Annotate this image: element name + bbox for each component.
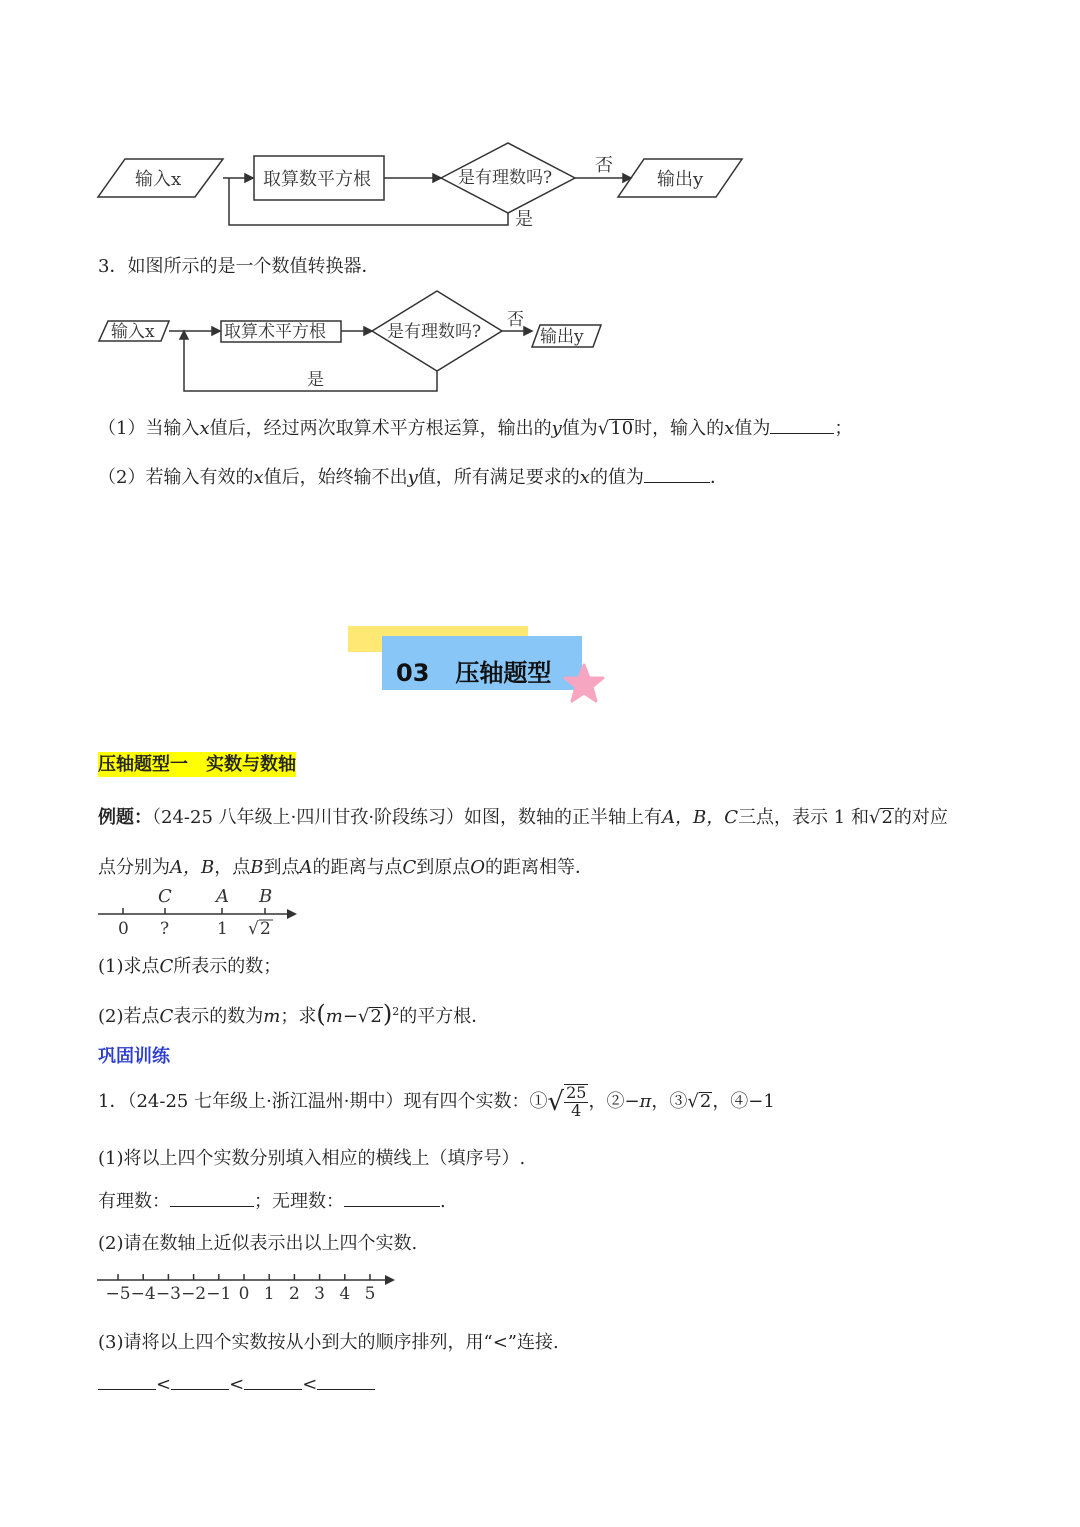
practice-blanks-row: 有理数： ；无理数： . xyxy=(98,1191,446,1212)
practice-number-line[interactable] xyxy=(95,1267,405,1307)
example-number-line xyxy=(95,882,305,942)
practice-order-row: < < < xyxy=(98,1374,375,1395)
practice-heading: 巩固训练 xyxy=(98,1046,170,1067)
flow1-input-label: 输入x xyxy=(135,169,182,190)
axis-tick-label: −2 xyxy=(181,1284,207,1304)
flow2-process-label: 取算术平方根 xyxy=(224,322,326,342)
irrational-blank[interactable] xyxy=(344,1192,440,1207)
practice-s2: (2)请在数轴上近似表示出以上四个实数. xyxy=(98,1233,418,1254)
axis-point-C: C xyxy=(158,886,172,907)
axis-tick-label: 5 xyxy=(364,1284,376,1304)
order-blank-3[interactable] xyxy=(244,1375,302,1390)
axis-tick-label: 1 xyxy=(263,1284,275,1304)
axis-point-B: B xyxy=(259,886,273,907)
axis-tick-label: −1 xyxy=(206,1284,232,1304)
axis-arrowhead xyxy=(287,909,297,919)
q3-part1: （1）当输入x值后，经过两次取算术平方根运算，输出的y值为√10时，输入的x值为 ； xyxy=(98,418,853,439)
order-blank-1[interactable] xyxy=(98,1375,156,1390)
axis-point-A: A xyxy=(216,886,229,907)
flowchart-q3 xyxy=(95,285,615,395)
flow2-yes-label: 是 xyxy=(307,370,324,390)
axis-tick-label: 2 xyxy=(288,1284,300,1304)
star-icon xyxy=(563,663,605,703)
section-title-text: 压轴题型 xyxy=(455,659,552,687)
q3-part2: （2）若输入有效的x值后，始终输不出y值，所有满足要求的x的值为 ． xyxy=(98,467,728,488)
flow1-output-label: 输出y xyxy=(657,169,704,190)
axis-arrowhead xyxy=(385,1275,395,1285)
axis-tick-sqrt-symbol: √ xyxy=(248,919,259,939)
flow1-no-label: 否 xyxy=(595,155,613,176)
flow2-arrowhead xyxy=(212,327,220,335)
example-q2: (2)若点C表示的数为m；求$(m-√2)^2$的平方根． xyxy=(98,1000,490,1028)
flow2-input-label: 输入x xyxy=(111,322,155,342)
flow1-process-label: 取算数平方根 xyxy=(263,169,371,190)
flow1-arrowhead xyxy=(245,174,253,182)
axis-tick-label: −3 xyxy=(155,1284,181,1304)
answer-blank[interactable] xyxy=(770,419,834,434)
section-number: 03 xyxy=(396,659,430,687)
axis-tick-sqrt2: 2 xyxy=(260,919,271,939)
practice-s3: (3)请将以上四个实数按从小到大的顺序排列，用“<”连接. xyxy=(98,1332,559,1353)
subsection-title: 压轴题型一 实数与数轴 xyxy=(98,754,296,775)
practice-q1: 1．（24-25 七年级上·浙江温州·期中）现有四个实数：①√ $\frac{25}{4}$ ，②−π，③√2，④−1 xyxy=(98,1083,775,1120)
flowchart-top xyxy=(95,135,755,235)
order-blank-4[interactable] xyxy=(317,1375,375,1390)
example-q1: (1)求点C所表示的数； xyxy=(98,956,282,977)
answer-blank[interactable] xyxy=(644,468,710,483)
example-line1: 例题：（24-25 八年级上·四川甘孜·阶段练习）如图，数轴的正半轴上有A，B，C三点，表示 1 和√2的对应 xyxy=(98,807,948,828)
axis-tick-label: −5 xyxy=(105,1284,131,1304)
axis-tick-0: 0 xyxy=(118,919,129,939)
flow1-yes-label: 是 xyxy=(515,209,533,230)
axis-tick-question: ? xyxy=(160,919,170,939)
flow2-arrowhead xyxy=(180,331,188,339)
axis-tick-label: 3 xyxy=(314,1284,326,1304)
fraction-25-4: $\frac{25}{4}$ xyxy=(566,1083,587,1120)
flow2-decision-label: 是有理数吗? xyxy=(387,322,482,342)
flow2-arrowhead xyxy=(524,327,532,335)
section-title xyxy=(396,653,551,688)
flow2-output-label: 输出y xyxy=(540,327,584,347)
example-label: 例题： xyxy=(98,807,152,828)
axis-tick-label: 0 xyxy=(238,1284,250,1304)
axis-tick-label: 4 xyxy=(339,1284,351,1304)
example-line2: 点分别为A，B，点B到点A的距离与点C到原点O的距离相等． xyxy=(98,857,594,878)
practice-s1: (1)将以上四个实数分别填入相应的横线上（填序号）. xyxy=(98,1148,526,1169)
axis-tick-label: −4 xyxy=(130,1284,156,1304)
flow2-no-label: 否 xyxy=(507,310,524,330)
axis-tick-1: 1 xyxy=(217,919,228,939)
rational-blank[interactable] xyxy=(170,1192,254,1207)
order-blank-2[interactable] xyxy=(171,1375,229,1390)
q3-text: 3．如图所示的是一个数值转换器． xyxy=(98,256,380,277)
flow1-decision-label: 是有理数吗? xyxy=(458,168,553,188)
radical-10: 10 xyxy=(610,418,634,439)
